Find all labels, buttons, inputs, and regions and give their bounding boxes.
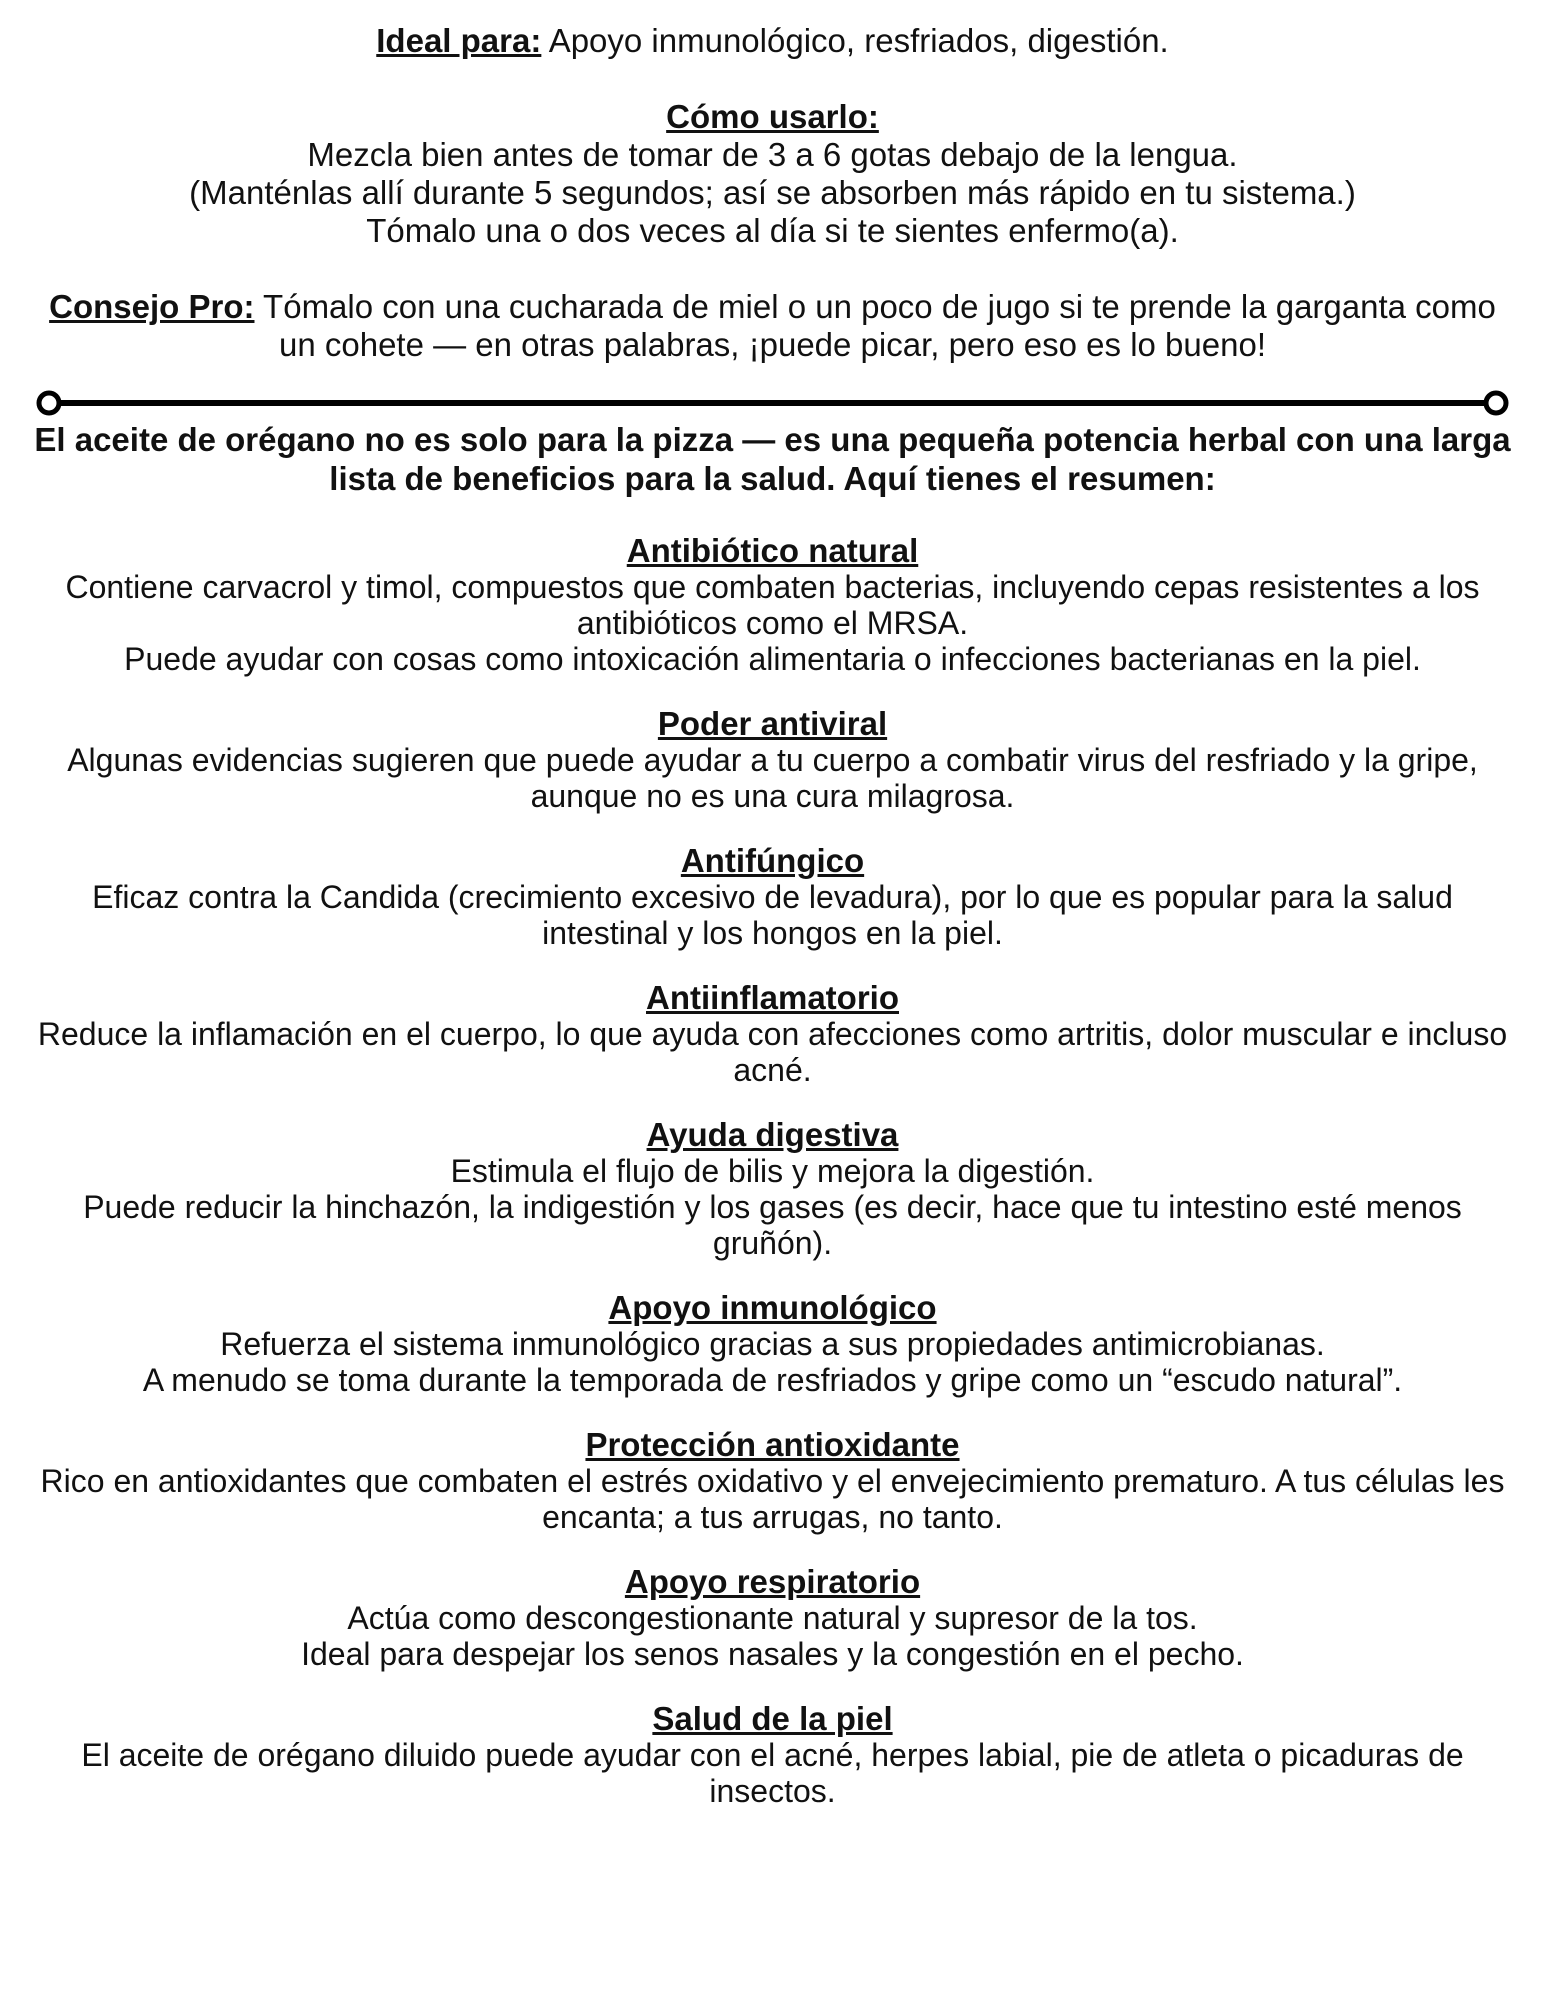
benefit-title: Apoyo inmunológico (608, 1289, 937, 1326)
intro-text: El aceite de orégano no es solo para la pizza — es una pequeña potencia herbal con una larga lista de beneficios para la salud. Aquí tienes el resumen: (34, 421, 1511, 497)
benefit-description: Puede reducir la hinchazón, la indigestión y los gases (es decir, hace que tu intestino esté menos gruñón). (83, 1189, 1462, 1261)
pro-tip-text: Tómalo con una cucharada de miel o un poco de jugo si te prende la garganta como un cohete — en otras palabras, ¡puede picar, pero eso es lo bueno! (254, 288, 1496, 363)
benefits-content (30, 420, 1515, 1837)
how-to-label: Cómo usarlo: (666, 98, 879, 135)
benefit-description: Ideal para despejar los senos nasales y la congestión en el pecho. (301, 1636, 1244, 1672)
benefit-title: Protección antioxidante (585, 1426, 960, 1463)
benefit-description: A menudo se toma durante la temporada de resfriados y gripe como un “escudo natural”. (142, 1362, 1403, 1398)
benefit-section (30, 705, 1515, 814)
benefit-description: Rico en antioxidantes que combaten el estrés oxidativo y el envejecimiento prematuro. A tus células les encanta; a tus arrugas, no tanto. (40, 1463, 1505, 1535)
benefit-title: Antifúngico (680, 842, 865, 879)
how-to-line: Tómalo una o dos veces al día si te sientes enfermo(a). (366, 212, 1179, 249)
benefit-title: Apoyo respiratorio (624, 1563, 921, 1600)
benefit-section (30, 1700, 1515, 1809)
benefit-section (30, 532, 1515, 677)
how-to-line: (Manténlas allí durante 5 segundos; así se absorben más rápido en tu sistema.) (189, 174, 1356, 211)
benefit-title: Ayuda digestiva (646, 1116, 899, 1153)
ideal-for-text: Apoyo inmunológico, resfriados, digestión. (541, 22, 1169, 59)
benefit-section (30, 1426, 1515, 1535)
benefit-description: El aceite de orégano diluido puede ayudar con el acné, herpes labial, pie de atleta o picaduras de insectos. (81, 1737, 1464, 1809)
benefit-title: Antibiótico natural (626, 532, 919, 569)
how-to-line: Mezcla bien antes de tomar de 3 a 6 gotas debajo de la lengua. (307, 136, 1238, 173)
benefit-sections (30, 532, 1515, 1809)
benefit-description: Estimula el flujo de bilis y mejora la digestión. (450, 1153, 1095, 1189)
benefit-description: Puede ayudar con cosas como intoxicación alimentaria o infecciones bacterianas en la piel. (124, 641, 1421, 677)
benefit-section (30, 1116, 1515, 1261)
benefit-description: Refuerza el sistema inmunológico gracias a sus propiedades antimicrobianas. (220, 1326, 1325, 1362)
pro-tip-label: Consejo Pro: (49, 288, 255, 325)
pro-tip (40, 288, 1505, 364)
benefit-description: Actúa como descongestionante natural y supresor de la tos. (347, 1600, 1198, 1636)
benefit-description: Reduce la inflamación en el cuerpo, lo que ayuda con afecciones como artritis, dolor muscular e incluso acné. (37, 1016, 1508, 1088)
section-divider (36, 388, 1509, 418)
benefit-title: Antiinflamatorio (646, 979, 899, 1016)
benefit-description: Eficaz contra la Candida (crecimiento excesivo de levadura), por lo que es popular para la salud intestinal y los hongos en la piel. (92, 879, 1453, 951)
benefit-section (30, 1563, 1515, 1672)
benefit-title: Salud de la piel (652, 1700, 893, 1737)
benefit-section (30, 842, 1515, 951)
benefit-title: Poder antiviral (657, 705, 888, 742)
benefit-section (30, 1289, 1515, 1398)
usage-block (40, 22, 1505, 364)
benefit-description: Contiene carvacrol y timol, compuestos que combaten bacterias, incluyendo cepas resistentes a los antibióticos como el MRSA. (65, 569, 1480, 641)
ideal-for-label: Ideal para: (376, 22, 542, 59)
ideal-for-line (40, 22, 1505, 60)
benefit-section (30, 979, 1515, 1088)
benefit-description: Algunas evidencias sugieren que puede ayudar a tu cuerpo a combatir virus del resfriado y la gripe, aunque no es una cura milagrosa. (67, 742, 1478, 814)
